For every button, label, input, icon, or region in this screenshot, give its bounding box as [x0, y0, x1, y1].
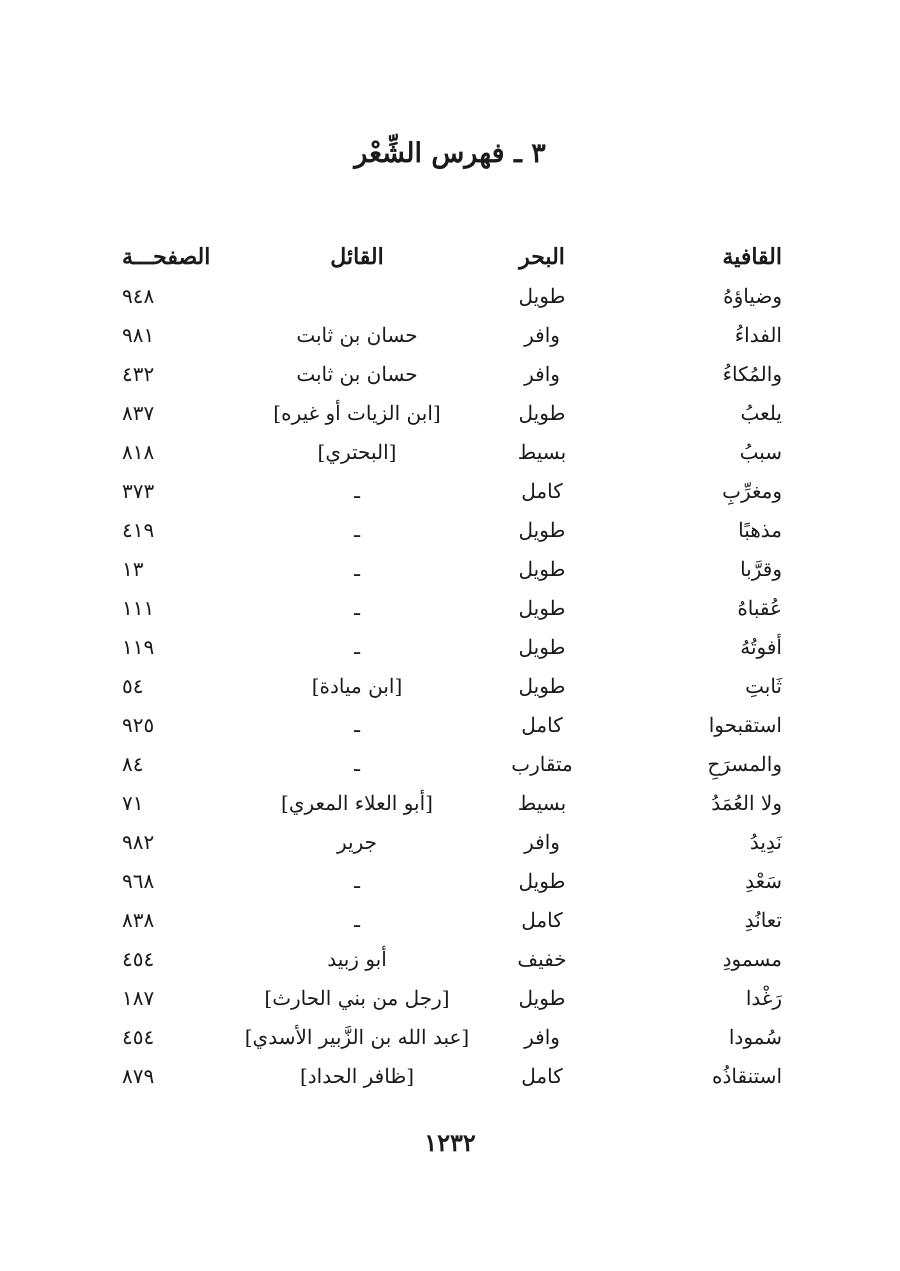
table-row	[112, 705, 782, 744]
cell-rhyme: ومغرِّبِ	[722, 478, 782, 503]
cell-poet: جرير	[337, 829, 377, 854]
table-row	[112, 822, 782, 861]
poetry-index-table	[112, 238, 782, 1095]
cell-meter: وافر	[524, 1024, 560, 1049]
table-row	[112, 978, 782, 1017]
header-rhyme: القافية	[722, 244, 782, 270]
cell-page: ٤٣٢	[122, 361, 155, 386]
cell-poet: حسان بن ثابت	[296, 322, 418, 347]
cell-rhyme: سُمودا	[728, 1024, 782, 1049]
cell-meter: متقارب	[511, 751, 573, 776]
cell-meter: كامل	[521, 1063, 563, 1088]
cell-meter: وافر	[524, 361, 560, 386]
cell-page: ٨٤	[122, 751, 144, 776]
cell-page: ٤١٩	[122, 517, 155, 542]
cell-poet: حسان بن ثابت	[296, 361, 418, 386]
cell-rhyme: تعانُدِ	[744, 907, 782, 932]
cell-rhyme: والمُكاءُ	[722, 361, 782, 386]
cell-page: ٩٨١	[122, 322, 155, 347]
page-title: ٣ ـ فهرس الشِّعْر	[354, 138, 546, 169]
table-row	[112, 510, 782, 549]
cell-rhyme: عُقباهُ	[737, 595, 782, 620]
table-row	[112, 393, 782, 432]
cell-meter: طويل	[518, 283, 566, 308]
cell-rhyme: نَدِيدُ	[749, 829, 782, 854]
cell-rhyme: والمسرَحِ	[707, 751, 782, 776]
cell-page: ٨٧٩	[122, 1063, 155, 1088]
cell-rhyme: وقرَّبا	[740, 556, 782, 581]
cell-rhyme: ثَابتِ	[745, 673, 782, 698]
cell-meter: طويل	[518, 556, 566, 581]
cell-page: ٨١٨	[122, 439, 155, 464]
cell-poet: ـ	[354, 478, 360, 503]
cell-page: ٣٧٣	[122, 478, 155, 503]
cell-meter: بسيط	[517, 790, 567, 815]
table-row	[112, 549, 782, 588]
cell-page: ٩٤٨	[122, 283, 155, 308]
cell-page: ١٨٧	[122, 985, 155, 1010]
table-row	[112, 861, 782, 900]
table-row	[112, 588, 782, 627]
cell-poet	[237, 276, 477, 315]
cell-meter: طويل	[518, 517, 566, 542]
table-header-row	[112, 238, 782, 276]
table-row	[112, 432, 782, 471]
table-row	[112, 783, 782, 822]
cell-page: ٩٦٨	[122, 868, 155, 893]
cell-rhyme: أفوتُهُ	[740, 634, 782, 659]
cell-page: ٤٥٤	[122, 1024, 155, 1049]
cell-page: ٨٣٧	[122, 400, 155, 425]
cell-rhyme: الفداءُ	[734, 322, 782, 347]
cell-poet: [ظافر الحداد]	[299, 1063, 415, 1088]
cell-poet: [أبو العلاء المعري]	[281, 790, 433, 815]
cell-rhyme: يلعبُ	[740, 400, 782, 425]
page-number: ١٢٣٢	[424, 1128, 476, 1157]
cell-meter: وافر	[524, 829, 560, 854]
cell-meter: بسيط	[517, 439, 567, 464]
header-poet: القائل	[330, 244, 384, 270]
cell-page: ٨٣٨	[122, 907, 155, 932]
cell-poet: ـ	[354, 556, 360, 581]
cell-rhyme: ولا العُمَدُ	[711, 790, 782, 815]
cell-poet: [عبد الله بن الزَّبير الأسدي]	[244, 1024, 470, 1049]
cell-rhyme: مذهبًا	[738, 517, 782, 542]
table-row	[112, 900, 782, 939]
cell-poet: ـ	[354, 907, 360, 932]
cell-page: ١١٩	[122, 634, 155, 659]
header-meter: البحر	[519, 244, 565, 270]
cell-rhyme: رَغْدا	[745, 985, 782, 1010]
cell-page: ٩٨٢	[122, 829, 155, 854]
cell-rhyme: سَعْدِ	[745, 868, 782, 893]
table-row	[112, 1056, 782, 1095]
cell-page: ٧١	[122, 790, 144, 815]
table-row	[112, 939, 782, 978]
cell-poet: ـ	[354, 634, 360, 659]
cell-poet: ـ	[354, 595, 360, 620]
cell-meter: كامل	[521, 712, 563, 737]
cell-rhyme: سببُ	[739, 439, 782, 464]
cell-poet: ـ	[354, 712, 360, 737]
cell-page: ٩٢٥	[122, 712, 155, 737]
table-row	[112, 1017, 782, 1056]
cell-poet: ـ	[354, 517, 360, 542]
table-body	[112, 276, 782, 1095]
cell-poet: [ابن الزيات أو غيره]	[273, 400, 441, 425]
cell-poet: [ابن ميادة]	[311, 673, 403, 698]
cell-meter: طويل	[518, 400, 566, 425]
cell-page: ١١١	[122, 595, 155, 620]
cell-poet: أبو زبيد	[327, 946, 387, 971]
cell-meter: خفيف	[517, 946, 567, 971]
cell-rhyme: استقبحوا	[708, 712, 782, 737]
cell-meter: وافر	[524, 322, 560, 347]
table-row	[112, 315, 782, 354]
cell-rhyme: وضياؤهُ	[723, 283, 782, 308]
cell-poet: [البحتري]	[317, 439, 397, 464]
table-row	[112, 744, 782, 783]
cell-poet: ـ	[354, 868, 360, 893]
cell-page: ٤٥٤	[122, 946, 155, 971]
cell-meter: طويل	[518, 673, 566, 698]
table-row	[112, 354, 782, 393]
header-page: الصفحـــة	[122, 244, 211, 270]
cell-meter: كامل	[521, 478, 563, 503]
cell-meter: كامل	[521, 907, 563, 932]
cell-meter: طويل	[518, 868, 566, 893]
cell-meter: طويل	[518, 985, 566, 1010]
cell-meter: طويل	[518, 634, 566, 659]
cell-poet: ـ	[354, 751, 360, 776]
cell-rhyme: استنقاذُه	[712, 1063, 782, 1088]
cell-page: ١٣	[122, 556, 144, 581]
cell-page: ٥٤	[122, 673, 144, 698]
cell-meter: طويل	[518, 595, 566, 620]
table-row	[112, 471, 782, 510]
cell-poet: [رجل من بني الحارث]	[264, 985, 450, 1010]
table-row	[112, 276, 782, 315]
table-row	[112, 627, 782, 666]
table-row	[112, 666, 782, 705]
cell-rhyme: مسمودِ	[722, 946, 782, 971]
